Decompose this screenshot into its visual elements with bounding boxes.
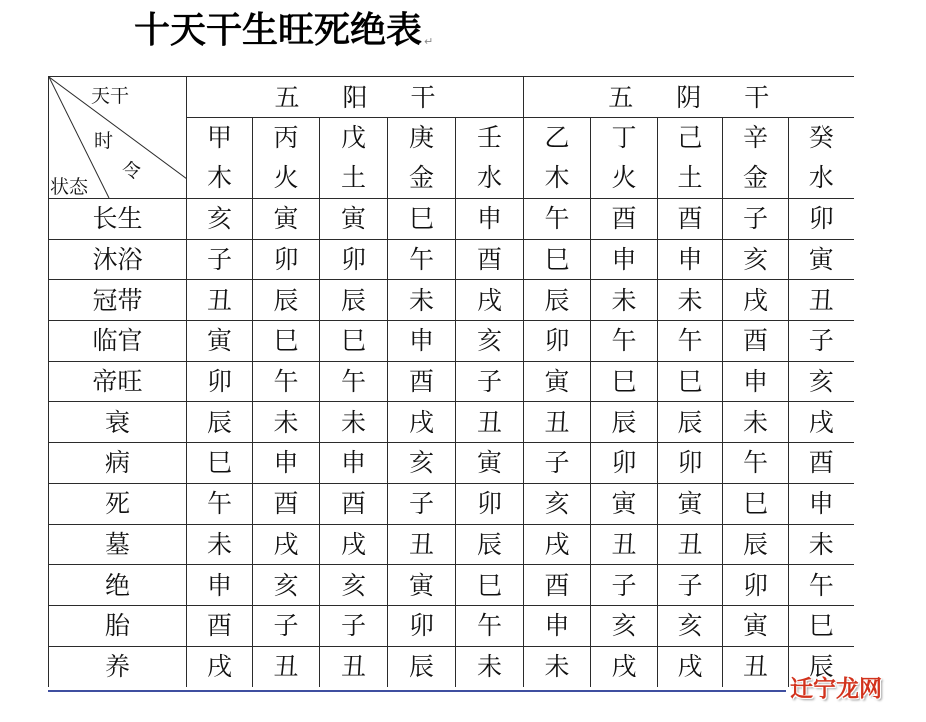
branch-cell: 戌	[456, 280, 524, 321]
branch-cell: 午	[658, 321, 723, 362]
yang-stems-header	[187, 77, 524, 118]
table-row	[49, 483, 854, 524]
branch-cell: 戌	[388, 402, 456, 443]
row-state-label: 墓	[49, 524, 187, 565]
branch-cell: 酉	[388, 361, 456, 402]
stem-column-header	[591, 118, 658, 199]
branch-cell: 未	[723, 402, 789, 443]
table-row	[49, 524, 854, 565]
stem-column-header	[723, 118, 789, 199]
branch-cell: 丑	[658, 524, 723, 565]
table-row	[49, 402, 854, 443]
branch-cell: 巳	[658, 361, 723, 402]
branch-cell: 午	[187, 483, 253, 524]
row-state-label: 病	[49, 443, 187, 484]
branch-cell: 辰	[253, 280, 320, 321]
branch-cell: 丑	[591, 524, 658, 565]
branch-cell: 申	[789, 483, 854, 524]
branch-cell: 辰	[320, 280, 388, 321]
branch-cell: 丑	[789, 280, 854, 321]
element-label: 金	[408, 163, 434, 192]
branch-cell: 子	[187, 239, 253, 280]
table-row	[49, 239, 854, 280]
branch-cell: 巳	[524, 239, 591, 280]
branch-cell: 卯	[658, 443, 723, 484]
branch-cell: 未	[789, 524, 854, 565]
row-state-label: 衰	[49, 402, 187, 443]
element-label: 木	[206, 163, 232, 192]
branch-cell: 未	[187, 524, 253, 565]
stem-label: 癸	[808, 123, 834, 152]
branch-cell: 未	[456, 646, 524, 687]
stem-column-header	[320, 118, 388, 199]
element-label: 木	[544, 163, 570, 192]
branch-cell: 丑	[253, 646, 320, 687]
corner-label-season-2: 令	[122, 160, 142, 182]
branch-cell: 酉	[723, 321, 789, 362]
branch-cell: 申	[253, 443, 320, 484]
stem-label: 庚	[408, 123, 434, 152]
branch-cell: 戌	[591, 646, 658, 687]
return-mark: ↵	[424, 35, 434, 48]
branch-cell: 巳	[456, 565, 524, 606]
branch-cell: 亥	[253, 565, 320, 606]
branch-cell: 丑	[388, 524, 456, 565]
branch-cell: 亥	[524, 483, 591, 524]
stem-label: 甲	[206, 123, 232, 152]
branch-cell: 亥	[591, 605, 658, 646]
row-state-label: 死	[49, 483, 187, 524]
table-row	[49, 565, 854, 606]
branch-cell: 申	[591, 239, 658, 280]
bottom-rule	[48, 690, 786, 692]
branch-cell: 亥	[723, 239, 789, 280]
corner-label-stems: 天干	[91, 85, 130, 107]
table-row	[49, 361, 854, 402]
branch-cell: 巳	[723, 483, 789, 524]
branch-cell: 申	[187, 565, 253, 606]
stem-column-header	[388, 118, 456, 199]
branch-cell: 寅	[253, 199, 320, 240]
branch-cell: 亥	[320, 565, 388, 606]
element-label: 土	[340, 163, 366, 192]
stem-column-header	[456, 118, 524, 199]
row-state-label: 长生	[49, 199, 187, 240]
branch-cell: 寅	[789, 239, 854, 280]
branch-cell: 未	[658, 280, 723, 321]
element-label: 土	[677, 163, 703, 192]
branch-cell: 酉	[456, 239, 524, 280]
branch-cell: 巳	[591, 361, 658, 402]
row-state-label: 胎	[49, 605, 187, 646]
branch-cell: 子	[789, 321, 854, 362]
branch-cell: 午	[524, 199, 591, 240]
stem-label: 丁	[611, 123, 637, 152]
yin-stems-header	[524, 77, 854, 118]
branch-cell: 丑	[723, 646, 789, 687]
branch-cell: 卯	[456, 483, 524, 524]
branch-cell: 亥	[658, 605, 723, 646]
branch-cell: 酉	[658, 199, 723, 240]
branch-cell: 卯	[388, 605, 456, 646]
branch-cell: 辰	[388, 646, 456, 687]
branch-cell: 卯	[723, 565, 789, 606]
branch-cell: 戌	[524, 524, 591, 565]
branch-cell: 酉	[253, 483, 320, 524]
branch-cell: 卯	[591, 443, 658, 484]
branch-cell: 午	[789, 565, 854, 606]
branch-cell: 戌	[253, 524, 320, 565]
table-row	[49, 321, 854, 362]
group-header-row	[49, 77, 854, 118]
branch-cell: 辰	[456, 524, 524, 565]
branch-cell: 酉	[320, 483, 388, 524]
branch-cell: 子	[524, 443, 591, 484]
row-state-label: 养	[49, 646, 187, 687]
stem-label: 戊	[340, 123, 366, 152]
branch-cell: 申	[723, 361, 789, 402]
branch-cell: 戌	[789, 402, 854, 443]
branch-cell: 亥	[456, 321, 524, 362]
branch-cell: 未	[388, 280, 456, 321]
branch-cell: 亥	[789, 361, 854, 402]
stem-column-header	[187, 118, 253, 199]
table-row	[49, 646, 854, 687]
branch-cell: 辰	[524, 280, 591, 321]
branch-cell: 午	[723, 443, 789, 484]
branch-cell: 子	[591, 565, 658, 606]
row-state-label: 绝	[49, 565, 187, 606]
branch-cell: 寅	[388, 565, 456, 606]
element-label: 水	[808, 163, 834, 192]
row-state-label: 临官	[49, 321, 187, 362]
group-header-label: 五阳干	[274, 82, 479, 112]
branch-cell: 午	[320, 361, 388, 402]
title-text: 十天干生旺死绝表	[134, 10, 423, 51]
branch-cell: 戌	[723, 280, 789, 321]
table-row	[49, 605, 854, 646]
page-title	[134, 7, 433, 66]
branch-cell: 子	[388, 483, 456, 524]
watermark-logo: 迁宁龙网	[790, 676, 882, 702]
group-header-label: 五阴干	[608, 82, 813, 112]
stem-label: 壬	[477, 123, 503, 152]
stem-label: 乙	[544, 123, 570, 152]
branch-cell: 辰	[187, 402, 253, 443]
branch-cell: 午	[456, 605, 524, 646]
branch-cell: 申	[388, 321, 456, 362]
branch-cell: 戌	[658, 646, 723, 687]
branch-cell: 酉	[187, 605, 253, 646]
branch-cell: 辰	[658, 402, 723, 443]
stem-label: 辛	[743, 123, 769, 152]
branch-cell: 巳	[388, 199, 456, 240]
stem-column-header	[524, 118, 591, 199]
branch-cell: 寅	[320, 199, 388, 240]
branch-cell: 丑	[524, 402, 591, 443]
branch-cell: 丑	[456, 402, 524, 443]
branch-cell: 申	[456, 199, 524, 240]
branch-cell: 辰	[723, 524, 789, 565]
branch-cell: 酉	[591, 199, 658, 240]
branch-cell: 巳	[253, 321, 320, 362]
branch-cell: 巳	[320, 321, 388, 362]
branch-cell: 午	[253, 361, 320, 402]
row-state-label: 沐浴	[49, 239, 187, 280]
branch-cell: 子	[253, 605, 320, 646]
branch-cell: 酉	[524, 565, 591, 606]
branch-cell: 寅	[658, 483, 723, 524]
element-label: 水	[477, 163, 503, 192]
branch-cell: 子	[723, 199, 789, 240]
element-label: 火	[273, 163, 299, 192]
branch-cell: 卯	[187, 361, 253, 402]
corner-diagonal-box	[49, 77, 187, 198]
table-row	[49, 443, 854, 484]
stem-label: 丙	[273, 123, 299, 152]
branch-cell: 寅	[456, 443, 524, 484]
branch-cell: 卯	[253, 239, 320, 280]
table-row	[49, 199, 854, 240]
branch-cell: 卯	[524, 321, 591, 362]
stem-column-header	[253, 118, 320, 199]
branch-cell: 子	[320, 605, 388, 646]
branch-cell: 巳	[187, 443, 253, 484]
corner-label-state: 状态	[50, 176, 89, 198]
branch-cell: 辰	[591, 402, 658, 443]
row-state-label: 帝旺	[49, 361, 187, 402]
branch-cell: 寅	[187, 321, 253, 362]
branch-cell: 巳	[789, 605, 854, 646]
table-row	[49, 280, 854, 321]
row-state-label: 冠带	[49, 280, 187, 321]
corner-header-cell	[49, 77, 187, 199]
branch-cell: 子	[456, 361, 524, 402]
branch-cell: 寅	[591, 483, 658, 524]
branch-cell: 戌	[187, 646, 253, 687]
branch-cell: 亥	[388, 443, 456, 484]
stem-column-header	[789, 118, 854, 199]
branch-cell: 卯	[320, 239, 388, 280]
branch-cell: 申	[524, 605, 591, 646]
branch-cell: 卯	[789, 199, 854, 240]
branch-cell: 辰	[789, 646, 854, 687]
branch-cell: 未	[320, 402, 388, 443]
stem-column-header	[658, 118, 723, 199]
branch-cell: 未	[253, 402, 320, 443]
element-label: 金	[743, 163, 769, 192]
branch-cell: 戌	[320, 524, 388, 565]
branch-cell: 午	[591, 321, 658, 362]
branch-cell: 酉	[789, 443, 854, 484]
corner-label-season-1: 时	[94, 130, 114, 152]
branch-cell: 亥	[187, 199, 253, 240]
branch-cell: 丑	[320, 646, 388, 687]
branch-cell: 申	[320, 443, 388, 484]
branch-cell: 午	[388, 239, 456, 280]
branch-cell: 申	[658, 239, 723, 280]
branch-cell: 未	[524, 646, 591, 687]
element-label: 火	[611, 163, 637, 192]
branch-cell: 子	[658, 565, 723, 606]
branch-cell: 丑	[187, 280, 253, 321]
stem-label: 己	[677, 123, 703, 152]
branch-cell: 寅	[723, 605, 789, 646]
branch-cell: 寅	[524, 361, 591, 402]
ten-stems-table	[48, 76, 854, 687]
branch-cell: 未	[591, 280, 658, 321]
